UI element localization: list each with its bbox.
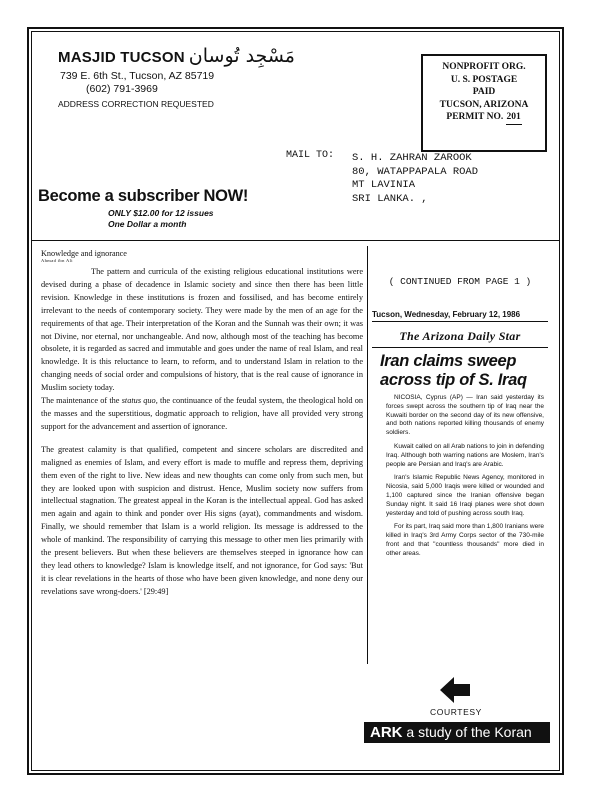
mail-to-label: MAIL TO: — [286, 150, 335, 161]
subscribe-price: ONLY $12.00 for 12 issues — [108, 208, 214, 218]
subscription-promo — [38, 187, 248, 229]
newspaper-nameplate: The Arizona Daily Star — [399, 329, 521, 343]
column-divider — [367, 246, 368, 664]
org-name: MASJID TUCSON — [58, 49, 185, 66]
headline-line: across tip of S. Iraq — [380, 370, 527, 389]
story-paragraph: Kuwait called on all Arab nations to join in defending Iraq. Although both warring nations are Moslem, Iran's people are Persian and Iraq's are Arabic. — [386, 442, 544, 468]
clipping-story — [386, 394, 544, 559]
org-address: 739 E. 6th St., Tucson, AZ 85719 — [60, 70, 215, 82]
section-divider — [31, 240, 560, 241]
permit-label: PERMIT NO. — [446, 112, 504, 122]
postage-line: U. S. POSTAGE — [450, 74, 518, 85]
org-phone: (602) 791-3969 — [86, 83, 158, 95]
postage-line: TUCSON, ARIZONA — [439, 99, 529, 110]
article-byline: Ahmad ibn Ali — [41, 258, 73, 263]
article-knowledge-and-ignorance — [41, 249, 363, 599]
postage-line: NONPROFIT ORG. — [442, 62, 526, 72]
mailing-address — [352, 152, 478, 206]
postage-line: PAID — [472, 87, 496, 97]
article-paragraph — [41, 395, 363, 434]
masthead — [58, 46, 358, 109]
article-text: , the continuance of the feudal system, the theological hold on the masses and the superstitious, dogmatic approach to religion, have all provided very strong support for the advancement and assertion of ignorance. — [41, 396, 363, 431]
news-clipping — [372, 270, 548, 564]
address-line: S. H. ZAHRAN ZAROOK — [352, 152, 472, 164]
address-line: MT LAVINIA — [352, 179, 416, 191]
story-paragraph: NICOSIA, Cyprus (AP) — Iran said yesterday its forces swept across the southern tip of Iraq near the Kuwaiti border on the second day of its new offensive, and both nations reported killing thousands of enemy soldiers. — [386, 394, 544, 437]
ark-logo-text: ARK — [370, 724, 403, 741]
courtesy-label: COURTESY — [430, 707, 482, 717]
org-name-line — [58, 46, 358, 66]
subscribe-headline: Become a subscriber NOW! — [38, 187, 249, 205]
article-paragraph: The pattern and curricula of the existing religious educational institutions were devised during a phase of decadence in Islamic society and since then there has been little revision. Knowledge in these institutions is frozen and fossilised, and has become entirely irrelevant to the needs of contemporary society. They were made by the men of an age for the requirements of that age. Their interpretation of the Koran and the Sunnah was their own; it was not Divine, nor eternal, nor unchangeable. And now, although most of the teaching has become obsolete, it is regarded as sacred and immutable and goes under the name of real Islam, and real knowledge. It is this reluctance to learn, to reform, and to understand Islam in relation to the changing needs of social order and compulsions of history, that is the real cause of ignorance in Muslim society today. — [41, 267, 363, 393]
ark-banner — [364, 722, 550, 743]
address-correction: ADDRESS CORRECTION REQUESTED — [58, 99, 214, 109]
postage-indicia — [421, 54, 547, 152]
article-paragraph: The greatest calamity is that qualified, competent and sincere scholars are discredited and maligned as enemies of Islam, and every effort is made to muffle and repress them, depriving them even of the right to live. New ideas and new thoughts can come only from such men, but they are looked upon with suspicion and distrust. Hence, Muslim society now suffers from intellectual stagnation. The greatest appeal in the Koran is the intellectual appeal. God has asked men again and again to think and ponder over His signs (ayat), commandments and wisdom. Finally, we should remember that Islam is a world religion. Its message is addressed to the whole of mankind. The responsibility of carrying this message to other men lies primarily with the present believers. But when these believers are themselves steeped in ignorance how can they lead others to knowledge? Islam is knowledge itself, and not ignorance, for God says: 'But it is clear revelations in the hearts of those who have been given knowledge, and none deny our revelations save wrong-doers.' [29:49] — [41, 444, 363, 596]
continued-note: ( CONTINUED FROM PAGE 1 ) — [388, 276, 532, 287]
left-arrow-icon — [440, 677, 470, 703]
article-text: The maintenance of the — [41, 396, 122, 406]
clipping-dateline: Tucson, Wednesday, February 12, 1986 — [372, 310, 548, 322]
article-title: Knowledge and ignorance — [41, 249, 127, 258]
address-line: 80, WATAPPAPALA ROAD — [352, 165, 479, 178]
permit-line — [423, 111, 545, 125]
article-text-italic: status quo — [121, 396, 156, 406]
ark-tagline: a study of the Koran — [402, 724, 532, 740]
story-paragraph: For its part, Iraq said more than 1,800 Iranians were killed in Iraq's 3rd Army Corps sector of the 730-mile front and that "countless thousands" more died in other areas. — [386, 523, 544, 557]
headline-line: Iran claims sweep — [380, 352, 517, 370]
story-paragraph: Iran's Islamic Republic News Agency, monitored in Nicosia, said 5,000 Iraqis were killed or wounded and 1,100 captured since the Iranian offensive began Sunday night. It said 16 Iraqi planes were shot down yesterday and told of pushing across south Iraq. — [386, 474, 544, 517]
permit-number: 201 — [506, 111, 522, 125]
clipping-headline — [380, 352, 548, 389]
subscribe-per-month: One Dollar a month — [108, 219, 187, 229]
nameplate-rule — [372, 347, 548, 348]
address-line: SRI LANKA. , — [352, 192, 428, 205]
org-name-arabic: مَسْجِد تُوسان — [188, 45, 295, 67]
